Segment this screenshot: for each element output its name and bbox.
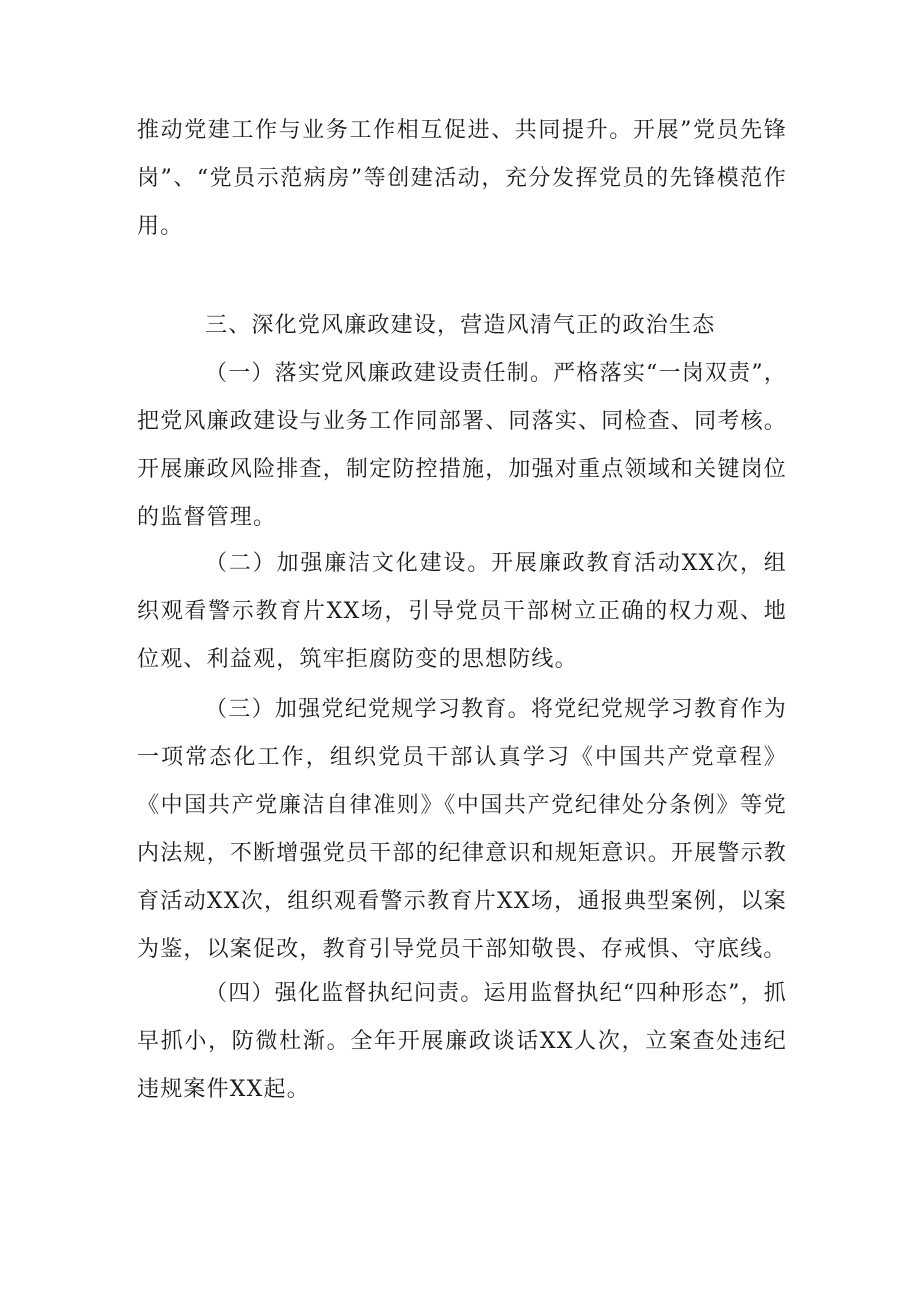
paragraph-supervision-accountability: （四）强化监督执纪问责。运用监督执纪“四种形态”，抓早抓小，防微杜渐。全年开展廉政谈话XX人次，立案查处违纪违规案件XX起。 (137, 981, 787, 1102)
paragraph-integrity-culture: （二）加强廉洁文化建设。开展廉政教育活动XX次，组织观看警示教育片XX场，引导党员干部树立正确的权力观、地位观、利益观，筑牢拒腐防变的思想防线。 (137, 551, 787, 672)
section-heading: 三、深化党风廉政建设，营造风清气正的政治生态 (205, 313, 716, 338)
paragraph-responsibility-system: （一）落实党风廉政建设责任制。严格落实“一岗双责”，把党风廉政建设与业务工作同部署、同落实、同检查、同考核。开展廉政风险排查，制定防控措施，加强对重点领域和关键岗位的监督管理。 (137, 361, 787, 530)
continuation-paragraph: 推动党建工作与业务工作相互促进、共同提升。开展”党员先锋岗”、“党员示范病房”等创建活动，充分发挥党员的先锋模范作用。 (137, 118, 787, 239)
paragraph-discipline-education: （三）加强党纪党规学习教育。将党纪党规学习教育作为一项常态化工作，组织党员干部认真学习《中国共产党章程》《中国共产党廉洁自律准则》《中国共产党纪律处分条例》等党内法规，不断增强党员干部的纪律意识和规矩意识。开展警示教育活动XX次，组织观看警示教育片XX场，通报典型案例，以案为鉴，以案促改，教育引导党员干部知敬畏、存戒惧、守底线。 (137, 697, 787, 962)
